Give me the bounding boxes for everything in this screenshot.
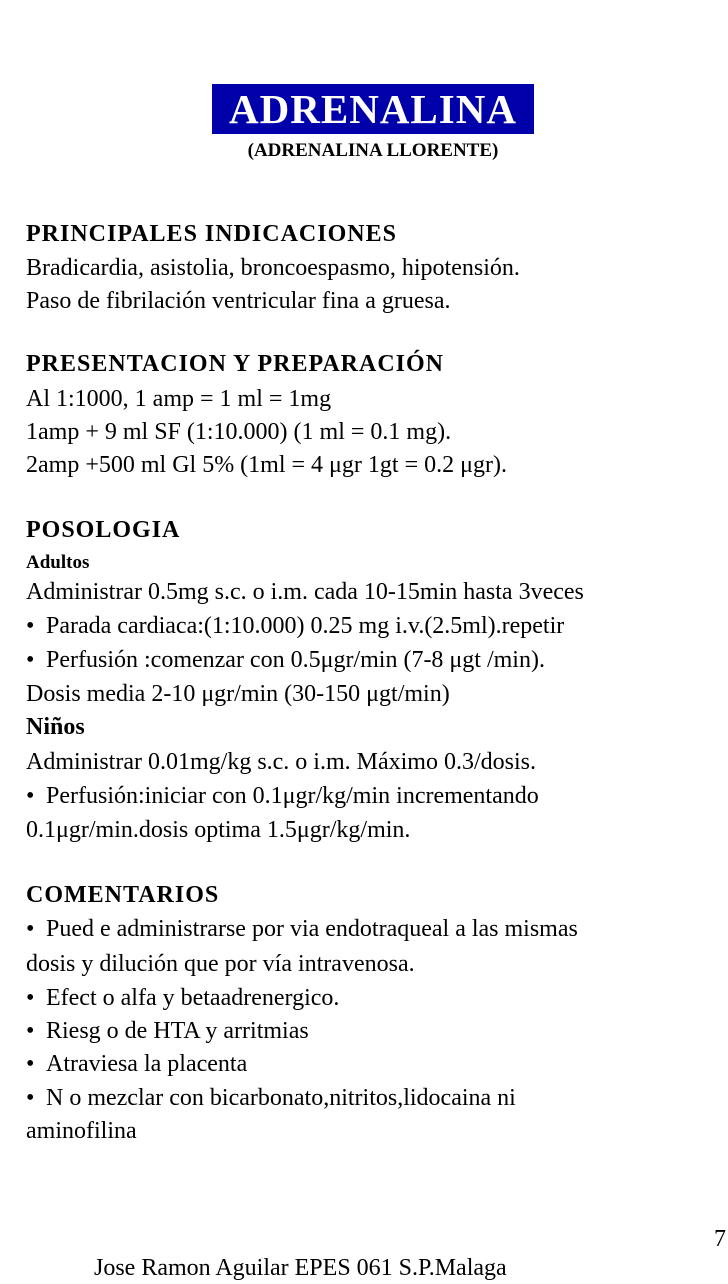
bullet-mark: • <box>26 783 35 809</box>
bullet-line <box>26 914 578 944</box>
bullet-text: Perfusión:iniciar con 0.1μgr/kg/min incrementando <box>46 783 539 809</box>
bullet-line <box>26 781 539 811</box>
bullet-line <box>26 1016 309 1046</box>
bullet-line <box>26 1083 516 1113</box>
text-line: 2amp +500 ml Gl 5% (1ml = 4 μgr 1gt = 0.2 μgr). <box>26 452 507 478</box>
text-line: Administrar 0.01mg/kg s.c. o i.m. Máximo 0.3/dosis. <box>26 749 536 775</box>
drug-title: ADRENALINA <box>212 84 534 134</box>
bullet-text: N o mezclar con bicarbonato,nitritos,lidocaina ni <box>46 1085 516 1111</box>
text-line: Bradicardia, asistolia, broncoespasmo, hipotensión. <box>26 255 520 281</box>
bullet-mark: • <box>26 613 35 639</box>
bullet-mark: • <box>26 647 35 673</box>
bullet-mark: • <box>26 1051 35 1077</box>
text-line: aminofilina <box>26 1118 137 1144</box>
bullet-line <box>26 1049 247 1079</box>
bullet-mark: • <box>26 985 35 1011</box>
page-number: 7 <box>714 1226 726 1252</box>
footer-author: Jose Ramon Aguilar EPES 061 S.P.Malaga <box>94 1255 507 1281</box>
bullet-line <box>26 645 545 675</box>
drug-subtitle: (ADRENALINA LLORENTE) <box>247 140 499 161</box>
bullet-line <box>26 611 564 641</box>
text-line: Dosis media 2-10 μgr/min (30-150 μgt/min) <box>26 681 450 707</box>
bullet-text: Atraviesa la placenta <box>46 1051 248 1077</box>
bullet-mark: • <box>26 1018 35 1044</box>
section-heading-presentacion: PRESENTACION Y PREPARACIÓN <box>26 351 445 377</box>
section-heading-posologia: POSOLOGIA <box>26 517 181 543</box>
text-line: 1amp + 9 ml SF (1:10.000) (1 ml = 0.1 mg). <box>26 419 452 445</box>
bullet-text: Pued e administrarse por via endotraqueal a las mismas <box>46 916 578 942</box>
text-line: 0.1μgr/min.dosis optima 1.5μgr/kg/min. <box>26 817 411 843</box>
bullet-text: Perfusión :comenzar con 0.5μgr/min (7-8 μgt /min). <box>46 647 545 673</box>
bullet-text: Riesg o de HTA y arritmias <box>46 1018 309 1044</box>
bullet-line <box>26 983 339 1013</box>
bullet-mark: • <box>26 916 35 942</box>
bullet-text: Efect o alfa y betaadrenergico. <box>46 985 340 1011</box>
subheading-ninos: Niños <box>26 714 85 740</box>
text-line: Administrar 0.5mg s.c. o i.m. cada 10-15min hasta 3veces <box>26 579 584 605</box>
section-heading-indicaciones: PRINCIPALES INDICACIONES <box>26 221 397 247</box>
subheading-adultos: Adultos <box>26 552 90 573</box>
bullet-text: Parada cardiaca:(1:10.000) 0.25 mg i.v.(2.5ml).repetir <box>46 613 565 639</box>
text-line: Al 1:1000, 1 amp = 1 ml = 1mg <box>26 386 332 412</box>
text-line: dosis y dilución que por vía intravenosa. <box>26 951 415 977</box>
bullet-mark: • <box>26 1085 35 1111</box>
text-line: Paso de fibrilación ventricular fina a gruesa. <box>26 288 451 314</box>
section-heading-comentarios: COMENTARIOS <box>26 882 220 908</box>
